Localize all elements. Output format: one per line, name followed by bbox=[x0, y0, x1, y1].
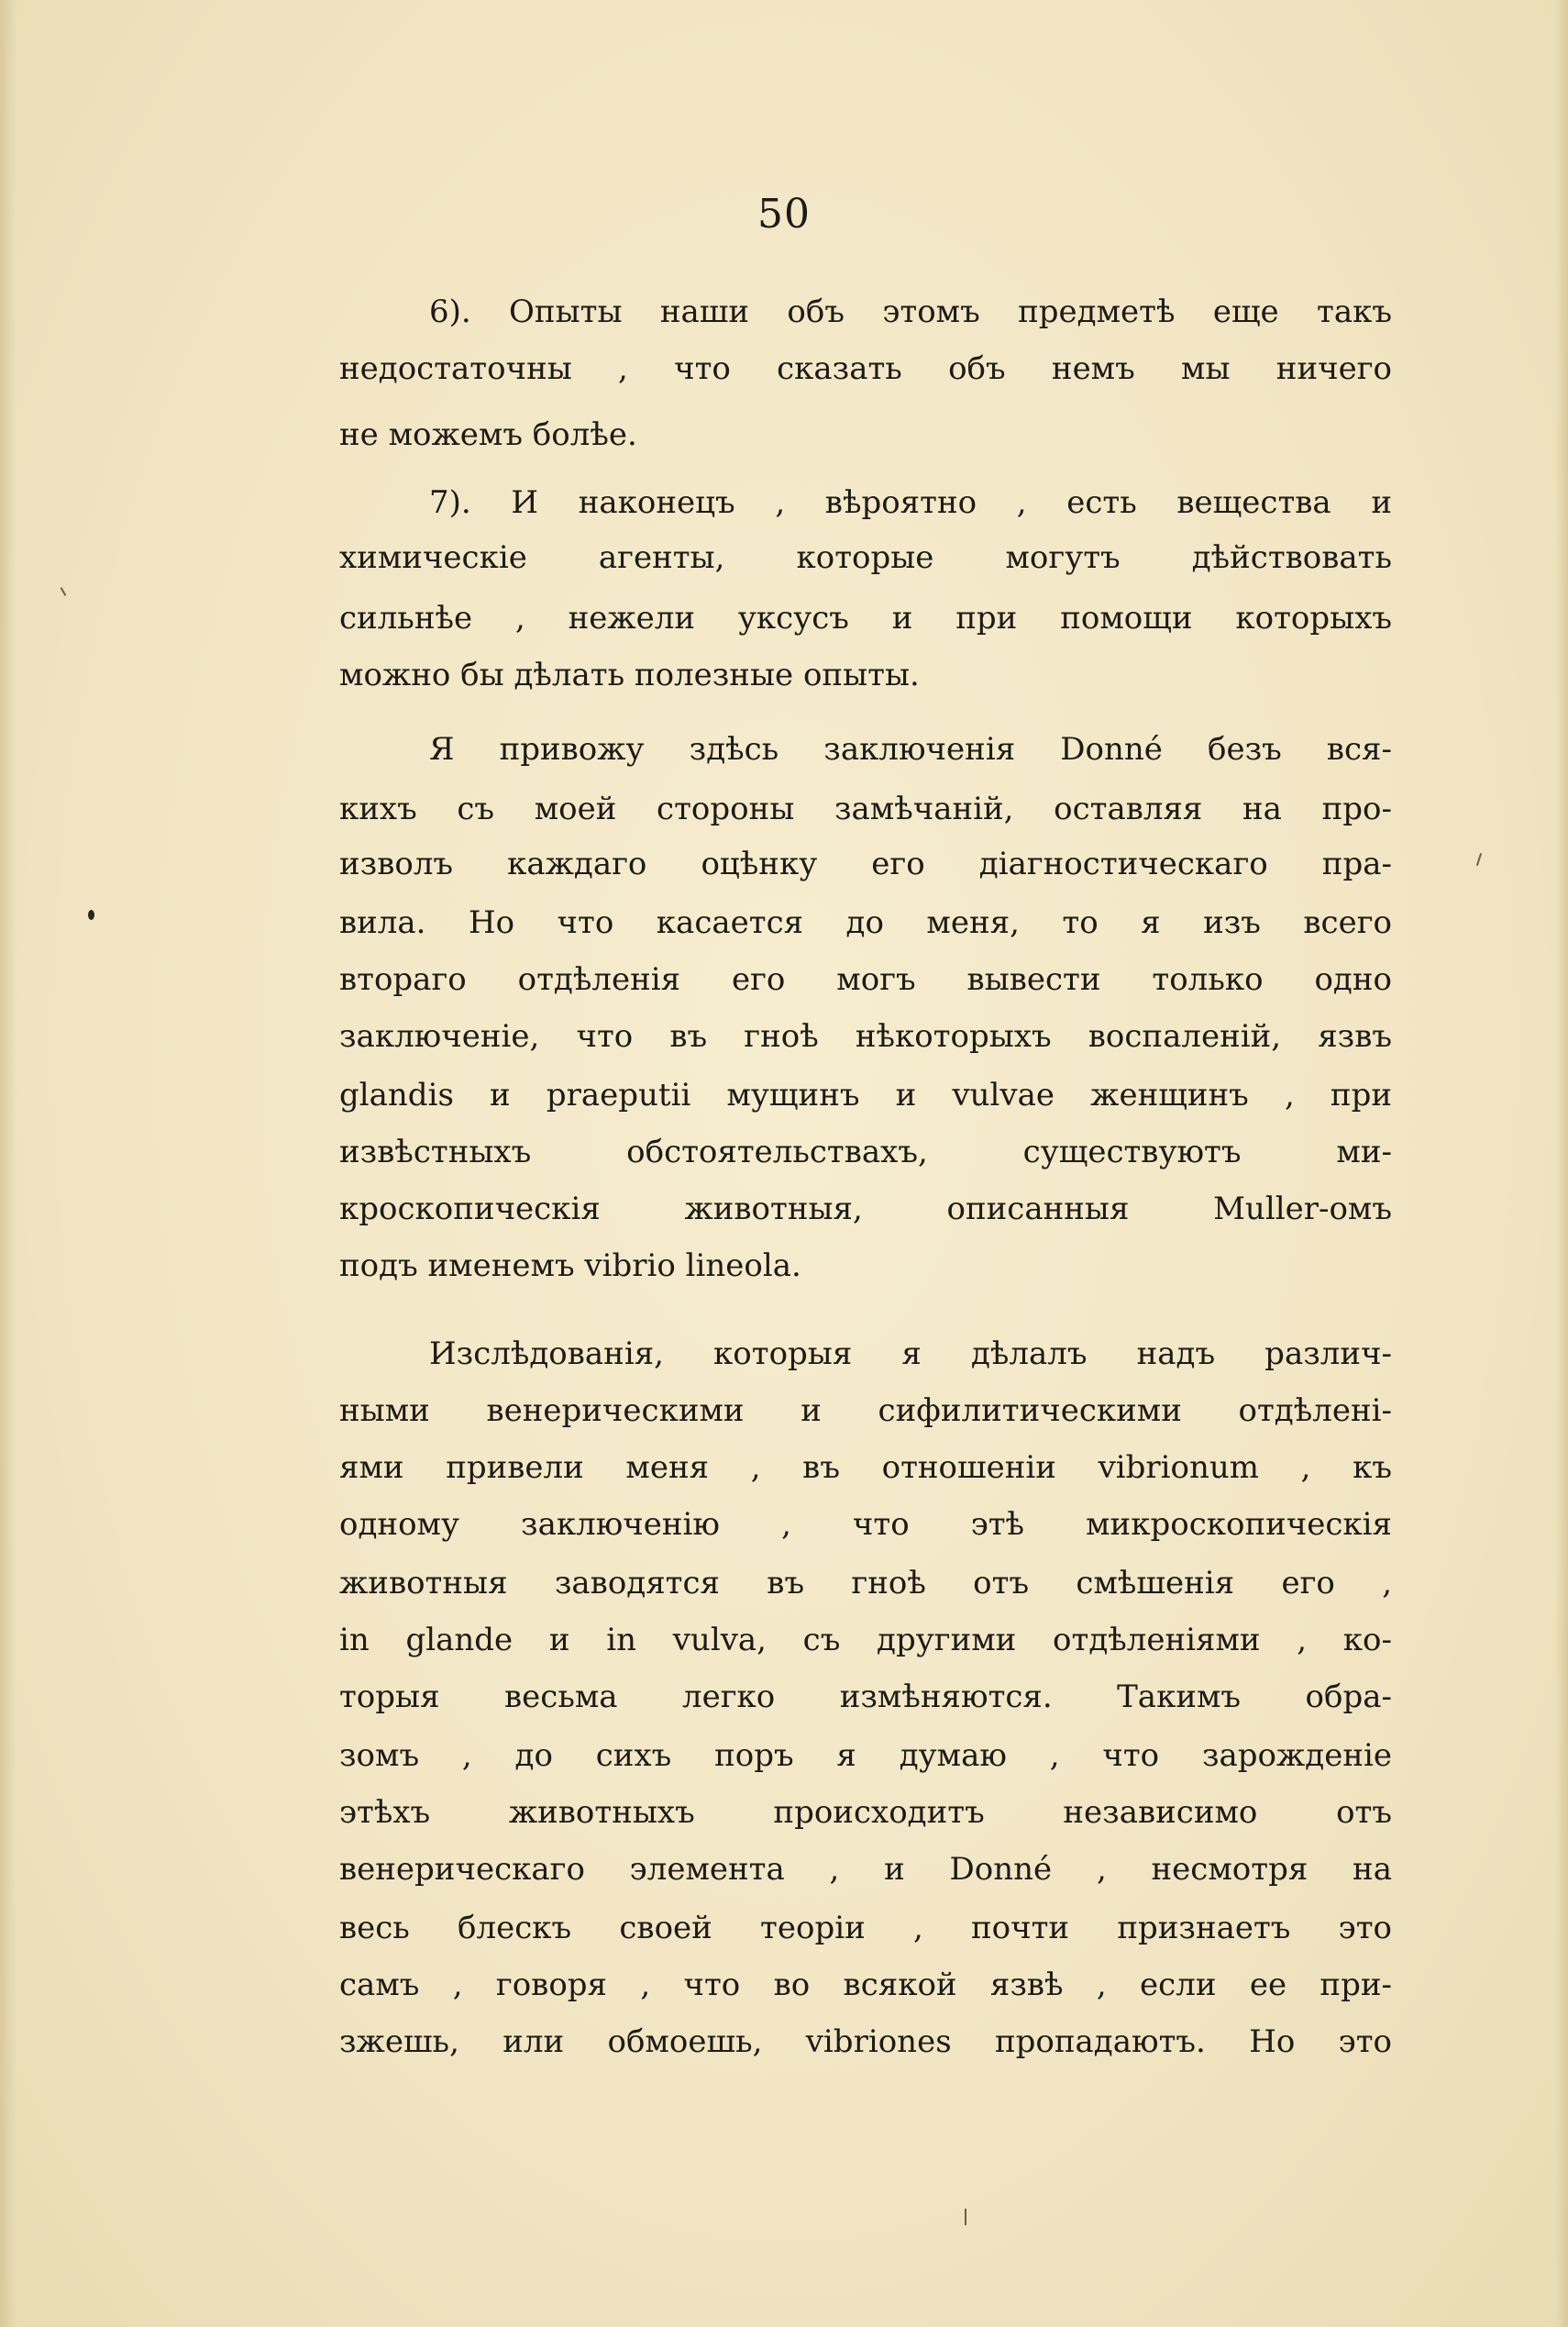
text-line: этѣхъ животныхъ происходитъ независимо отъ bbox=[339, 1794, 1392, 1831]
text-line: зомъ , до сихъ поръ я думаю , что зарожденіе bbox=[339, 1737, 1392, 1774]
page-number: 50 bbox=[757, 191, 811, 238]
text-line: 6). Опыты наши объ этомъ предметѣ еще такъ bbox=[429, 294, 1392, 330]
text-line: 7). И наконецъ , вѣроятно , есть вещества и bbox=[429, 484, 1392, 521]
text-line: торыя весьма легко измѣняются. Такимъ обра- bbox=[339, 1679, 1392, 1715]
text-line: glandis и praeputii мущинъ и vulvae женщинъ , при bbox=[339, 1077, 1392, 1114]
text-line: венерическаго элемента , и Donné , несмотря на bbox=[339, 1851, 1392, 1888]
text-line: ями привели меня , въ отношеніи vibrionum , къ bbox=[339, 1449, 1392, 1486]
text-line: химическіе агенты, которые могутъ дѣйствовать bbox=[339, 539, 1392, 576]
text-line: Изслѣдованія, которыя я дѣлалъ надъ различ- bbox=[429, 1335, 1392, 1372]
text-line: Я привожу здѣсь заключенія Donné безъ вся- bbox=[429, 731, 1392, 768]
page-edge-left bbox=[0, 0, 17, 2327]
text-line: весь блескъ своей теоріи , почти признаетъ это bbox=[339, 1910, 1392, 1946]
text-line: in glande и in vulva, съ другими отдѣленіями , ко- bbox=[339, 1622, 1392, 1658]
text-line: сильнѣе , нежели уксусъ и при помощи которыхъ bbox=[339, 600, 1392, 637]
text-line: заключеніе, что въ гноѣ нѣкоторыхъ воспаленій, язвъ bbox=[339, 1018, 1392, 1055]
text-line: изволъ каждаго оцѣнку его діагностическаго пра- bbox=[339, 846, 1392, 882]
text-line: втораго отдѣленія его могъ вывести только одно bbox=[339, 961, 1392, 998]
ink-mark bbox=[1476, 853, 1482, 866]
text-line: извѣстныхъ обстоятельствахъ, существуютъ ми- bbox=[339, 1134, 1392, 1170]
page-edge-right bbox=[1555, 0, 1568, 2327]
text-line: кихъ съ моей стороны замѣчаній, оставляя на про- bbox=[339, 791, 1392, 827]
text-line: самъ , говоря , что во всякой язвѣ , если ее при- bbox=[339, 1967, 1392, 2003]
text-line: недостаточны , что сказать объ немъ мы ничего bbox=[339, 350, 1392, 387]
text-line: подъ именемъ vibrio lineola. bbox=[339, 1247, 801, 1284]
text-line: ными венерическими и сифилитическими отдѣлені- bbox=[339, 1392, 1392, 1429]
ink-mark bbox=[965, 2209, 966, 2225]
ink-spot bbox=[88, 910, 94, 920]
text-line: вила. Но что касается до меня, то я изъ всего bbox=[339, 904, 1392, 941]
text-line: не можемъ болѣе. bbox=[339, 416, 637, 453]
text-line: животныя заводятся въ гноѣ отъ смѣшенія его , bbox=[339, 1565, 1392, 1601]
ink-mark bbox=[61, 587, 67, 596]
text-line: одному заключенію , что этѣ микроскопическія bbox=[339, 1506, 1392, 1543]
text-line: зжешь, или обмоешь, vibriones пропадаютъ. Но это bbox=[339, 2023, 1392, 2060]
text-line: можно бы дѣлать полезные опыты. bbox=[339, 657, 920, 693]
text-line: кроскопическія животныя, описанныя Muller-омъ bbox=[339, 1191, 1392, 1227]
